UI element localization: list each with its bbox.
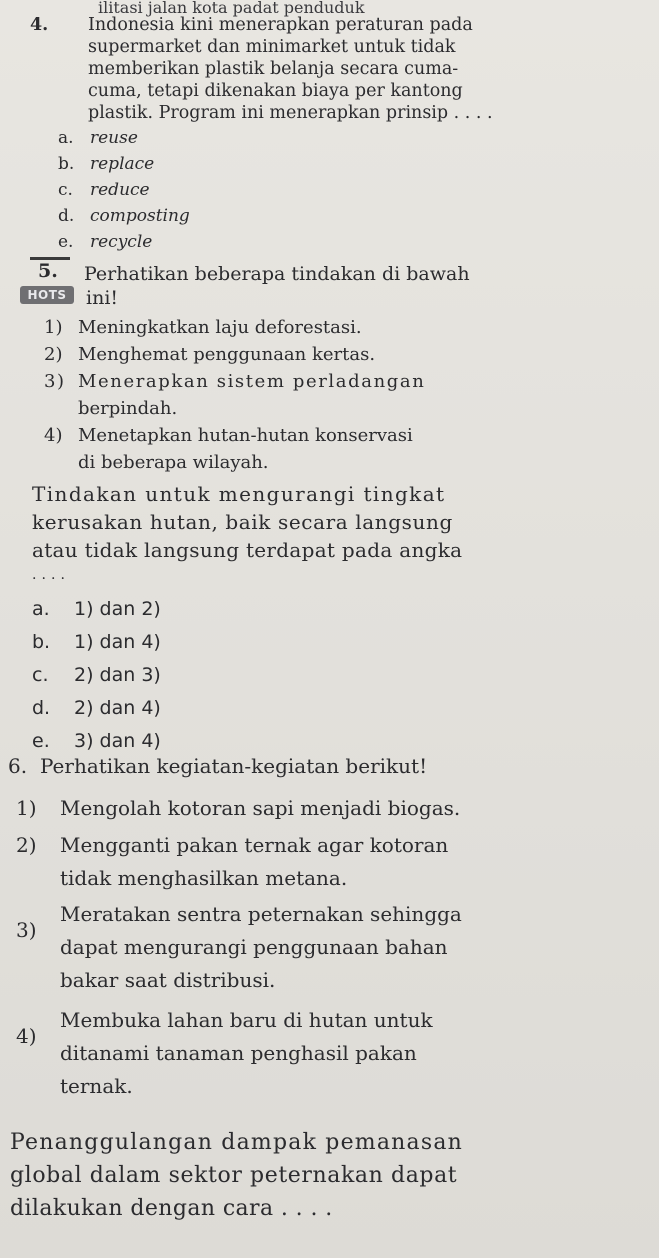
question-stem (32, 480, 632, 586)
item-number: 1) (16, 796, 37, 820)
item-line: Meningkatkan laju deforestasi. (78, 317, 362, 338)
option-text: recycle (90, 232, 153, 252)
item-line: Menetapkan hutan-hutan konservasi (78, 425, 413, 446)
question-line: ini! (86, 287, 119, 309)
stem-line: Tindakan untuk mengurangi tingkat (32, 482, 446, 506)
item-line: Membuka lahan baru di hutan untuk (60, 1008, 433, 1032)
option-e[interactable] (32, 730, 161, 752)
option-d[interactable] (58, 206, 190, 226)
option-text: 2) dan 4) (74, 697, 161, 719)
question-text (88, 14, 618, 124)
item-number: 2) (44, 344, 63, 365)
item-number: 3) (16, 918, 37, 942)
question-line: supermarket dan minimarket untuk tidak (88, 37, 456, 57)
option-a[interactable] (58, 128, 138, 148)
item-line: dapat mengurangi penggunaan bahan (60, 935, 448, 959)
question-line: memberikan plastik belanja secara cuma- (88, 59, 459, 79)
option-text: 1) dan 4) (74, 631, 161, 653)
stem-line: atau tidak langsung terdapat pada angka (32, 538, 463, 562)
item-number: 1) (44, 317, 63, 338)
item-number: 2) (16, 833, 37, 857)
question-number-box (30, 257, 72, 281)
option-label: a. (32, 598, 50, 620)
item-line: ditanami tanaman penghasil pakan (60, 1041, 417, 1065)
item-line: Menghemat penggunaan kertas. (78, 344, 376, 365)
option-label: c. (32, 664, 49, 686)
option-a[interactable] (32, 598, 161, 620)
item-line: Mengolah kotoran sapi menjadi biogas. (60, 796, 461, 820)
item-line: di beberapa wilayah. (78, 452, 269, 473)
item-line: Menerapkan sistem perladangan (78, 371, 426, 392)
item-number: 3) (44, 371, 66, 392)
question-text: Perhatikan kegiatan-kegiatan berikut! (40, 754, 428, 778)
question-line: plastik. Program ini menerapkan prinsip . . . . (88, 103, 493, 123)
stem-line: kerusakan hutan, baik secara langsung (32, 510, 453, 534)
option-text: 3) dan 4) (74, 730, 161, 752)
item-line: bakar saat distribusi. (60, 968, 276, 992)
stem-line: Penanggulangan dampak pemanasan (10, 1130, 464, 1155)
item-line: Meratakan sentra peternakan sehingga (60, 902, 462, 926)
item-number: 4) (44, 425, 63, 446)
option-d[interactable] (32, 697, 161, 719)
question-line: cuma, tetapi dikenakan biaya per kantong (88, 81, 463, 101)
question-6-title (8, 754, 427, 778)
option-c[interactable] (58, 180, 150, 200)
question-stem (10, 1126, 650, 1225)
question-line: Perhatikan beberapa tindakan di bawah (84, 263, 470, 285)
question-text (84, 262, 644, 310)
option-b[interactable] (58, 154, 154, 174)
option-label: e. (32, 730, 50, 752)
item-line: Mengganti pakan ternak agar kotoran (60, 833, 449, 857)
option-e[interactable] (58, 232, 152, 252)
option-label: d. (32, 697, 51, 719)
option-label: e. (58, 232, 74, 252)
option-label: b. (32, 631, 51, 653)
question-line: Indonesia kini menerapkan peraturan pada (88, 15, 473, 35)
option-label: a. (58, 128, 74, 148)
option-b[interactable] (32, 631, 161, 653)
option-text: 2) dan 3) (74, 664, 161, 686)
option-text: composting (90, 206, 190, 226)
option-label: d. (58, 206, 75, 226)
question-number: 6. (8, 754, 28, 778)
stem-line: . . . . (32, 567, 66, 583)
option-label: b. (58, 154, 75, 174)
stem-line: global dalam sektor peternakan dapat (10, 1163, 458, 1188)
item-line: tidak menghasilkan metana. (60, 866, 348, 890)
hots-badge: HOTS (20, 286, 74, 304)
cut-off-previous-line: ilitasi jalan kota padat penduduk (98, 0, 365, 17)
stem-line: dilakukan dengan cara . . . . (10, 1196, 333, 1221)
option-c[interactable] (32, 664, 161, 686)
item-line: berpindah. (78, 398, 178, 419)
option-text: replace (90, 154, 155, 174)
question-number: 4. (30, 15, 49, 35)
option-text: 1) dan 2) (74, 598, 161, 620)
item-line: ternak. (60, 1074, 133, 1098)
question-number: 5. (38, 260, 58, 282)
option-text: reuse (90, 128, 138, 148)
option-label: c. (58, 180, 73, 200)
item-number: 4) (16, 1024, 37, 1048)
option-text: reduce (90, 180, 150, 200)
